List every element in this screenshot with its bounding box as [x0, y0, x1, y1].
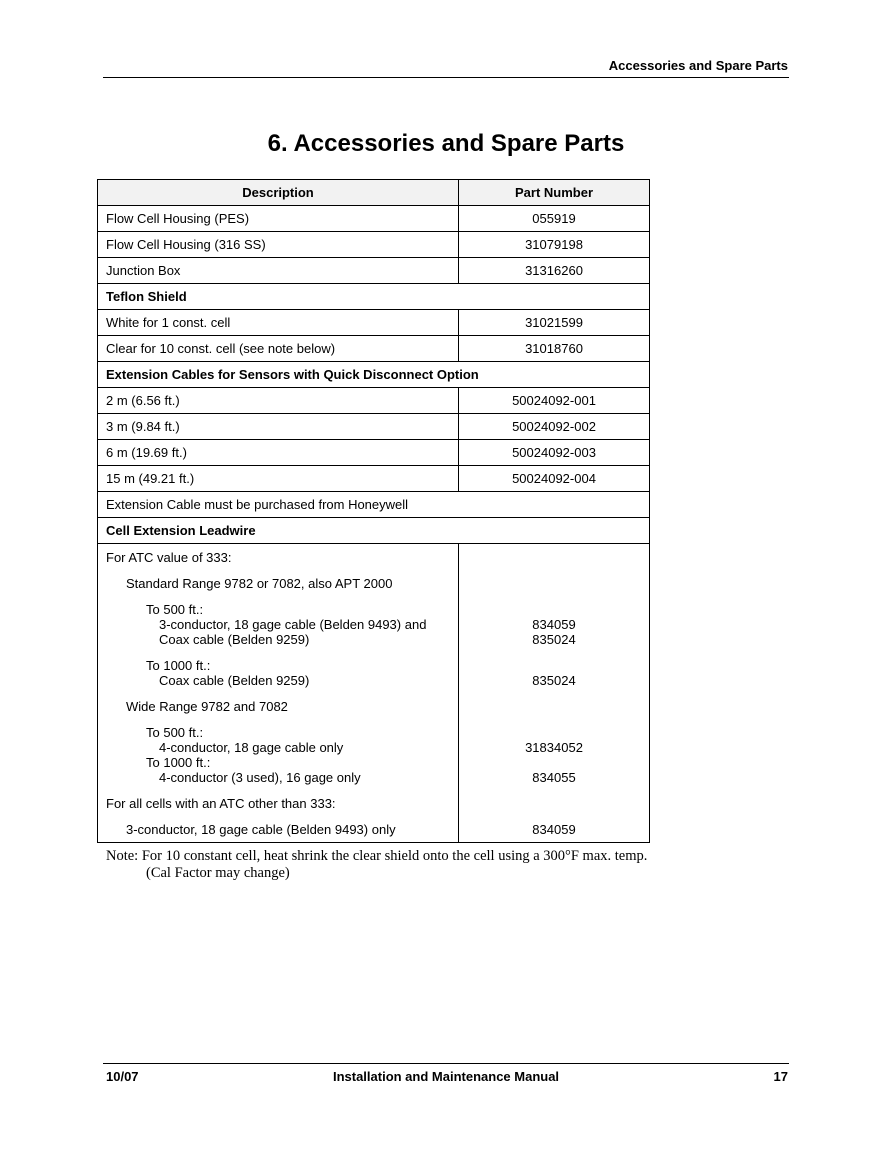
leadwire-line: Standard Range 9782 or 7082, also APT 2000 — [126, 576, 393, 591]
page-title: 6. Accessories and Spare Parts — [267, 130, 625, 157]
row-description: 6 m (19.69 ft.) — [98, 440, 459, 466]
leadwire-line: Wide Range 9782 and 7082 — [126, 699, 288, 714]
leadwire-line: For ATC value of 333: — [106, 550, 232, 565]
leadwire-part-numbers — [459, 544, 650, 843]
row-description: Flow Cell Housing (PES) — [98, 206, 459, 232]
note-line: Note: For 10 constant cell, heat shrink the clear shield onto the cell using a 300°F max. temp. — [106, 848, 648, 864]
table-row — [98, 310, 650, 336]
table-header-row — [98, 180, 650, 206]
column-header-description: Description — [98, 180, 459, 206]
leadwire-line: To 500 ft.: — [146, 602, 204, 617]
group-row — [98, 362, 650, 388]
leadwire-line: Coax cable (Belden 9259) — [159, 632, 310, 647]
row-part-number: 50024092-002 — [459, 414, 650, 440]
table-row — [98, 388, 650, 414]
purchase-note: Extension Cable must be purchased from Honeywell — [98, 492, 650, 518]
footer-rule — [103, 1063, 789, 1064]
row-part-number: 50024092-001 — [459, 388, 650, 414]
note-line: (Cal Factor may change) — [146, 865, 290, 881]
group-heading: Extension Cables for Sensors with Quick Disconnect Option — [98, 362, 650, 388]
running-header: Accessories and Spare Parts — [608, 58, 788, 73]
row-description: Junction Box — [98, 258, 459, 284]
leadwire-part-number: 835024 — [532, 673, 576, 688]
leadwire-line: Coax cable (Belden 9259) — [159, 673, 310, 688]
row-part-number: 31316260 — [459, 258, 650, 284]
leadwire-line: 4-conductor (3 used), 16 gage only — [159, 770, 361, 785]
leadwire-row — [98, 544, 650, 843]
row-part-number: 31079198 — [459, 232, 650, 258]
footnote — [106, 848, 647, 882]
table-row — [98, 440, 650, 466]
table-row — [98, 336, 650, 362]
group-heading: Cell Extension Leadwire — [98, 518, 650, 544]
row-part-number: 50024092-003 — [459, 440, 650, 466]
row-description: Flow Cell Housing (316 SS) — [98, 232, 459, 258]
group-row — [98, 518, 650, 544]
leadwire-part-number: 834059 — [532, 617, 576, 632]
leadwire-line: To 1000 ft.: — [146, 658, 211, 673]
table-row — [98, 492, 650, 518]
group-heading: Teflon Shield — [98, 284, 650, 310]
table-row — [98, 466, 650, 492]
table-row — [98, 258, 650, 284]
row-description: 3 m (9.84 ft.) — [98, 414, 459, 440]
page-number: 17 — [773, 1069, 788, 1084]
leadwire-part-number: 834055 — [532, 770, 576, 785]
row-description: Clear for 10 const. cell (see note below) — [98, 336, 459, 362]
parts-table — [97, 179, 650, 843]
footer-date: 10/07 — [106, 1069, 139, 1084]
leadwire-description — [98, 544, 459, 843]
leadwire-line: 4-conductor, 18 gage cable only — [159, 740, 344, 755]
header-rule — [103, 77, 789, 78]
leadwire-part-number: 31834052 — [525, 740, 583, 755]
table-row — [98, 414, 650, 440]
row-description: 15 m (49.21 ft.) — [98, 466, 459, 492]
table-row — [98, 232, 650, 258]
footer-manual-title: Installation and Maintenance Manual — [332, 1069, 560, 1084]
leadwire-line: To 1000 ft.: — [146, 755, 211, 770]
column-header-part-number: Part Number — [459, 180, 650, 206]
row-part-number: 50024092-004 — [459, 466, 650, 492]
leadwire-line: 3-conductor, 18 gage cable (Belden 9493) only — [126, 822, 396, 837]
row-description: White for 1 const. cell — [98, 310, 459, 336]
leadwire-part-number: 835024 — [532, 632, 576, 647]
leadwire-line: 3-conductor, 18 gage cable (Belden 9493) and — [159, 617, 427, 632]
leadwire-part-number: 834059 — [532, 822, 576, 837]
group-row — [98, 284, 650, 310]
table-row — [98, 206, 650, 232]
row-part-number: 31018760 — [459, 336, 650, 362]
row-part-number: 055919 — [459, 206, 650, 232]
row-description: 2 m (6.56 ft.) — [98, 388, 459, 414]
leadwire-line: For all cells with an ATC other than 333: — [106, 796, 336, 811]
row-part-number: 31021599 — [459, 310, 650, 336]
leadwire-line: To 500 ft.: — [146, 725, 204, 740]
